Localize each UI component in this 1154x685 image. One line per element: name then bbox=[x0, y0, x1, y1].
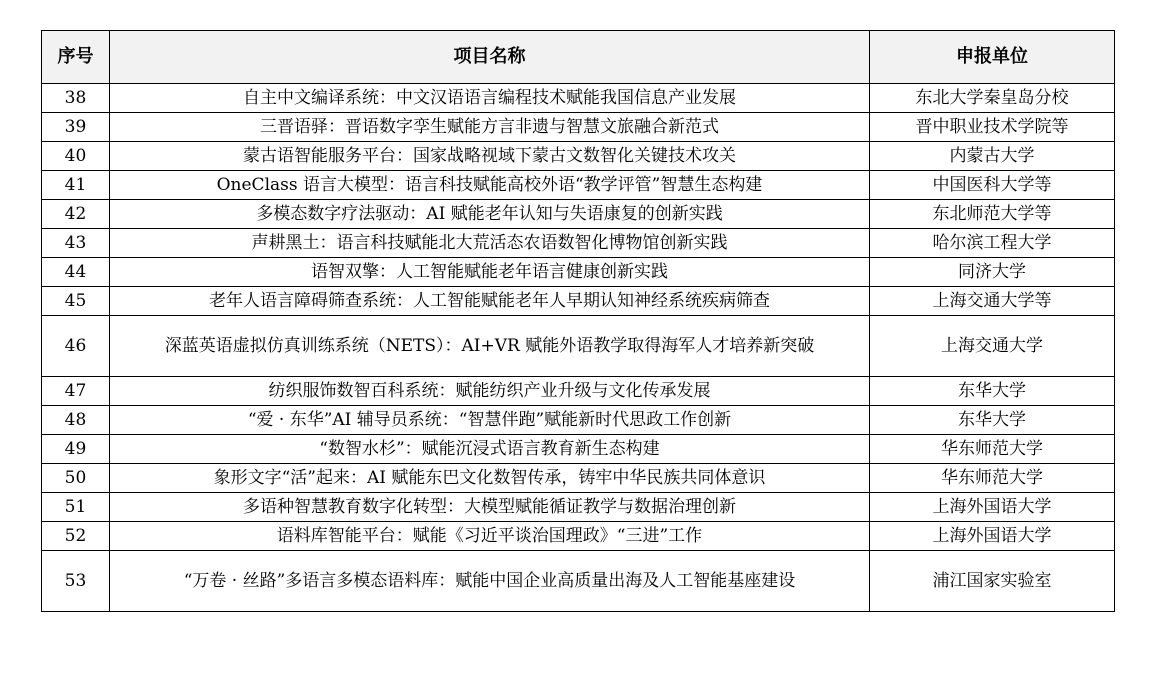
project-name: “爱 · 东华”AI 辅导员系统：“智慧伴跑”赋能新时代思政工作创新 bbox=[110, 406, 870, 435]
table-row bbox=[42, 229, 1115, 258]
serial-number: 45 bbox=[42, 287, 110, 316]
applicant-unit: 中国医科大学等 bbox=[870, 171, 1115, 200]
header-applicant-unit: 申报单位 bbox=[870, 31, 1115, 84]
serial-number: 43 bbox=[42, 229, 110, 258]
project-name: 自主中文编译系统：中文汉语语言编程技术赋能我国信息产业发展 bbox=[110, 84, 870, 113]
project-name: 深蓝英语虚拟仿真训练系统（NETS）：AI+VR 赋能外语教学取得海军人才培养新突破 bbox=[110, 316, 870, 377]
table-row bbox=[42, 406, 1115, 435]
serial-number: 47 bbox=[42, 377, 110, 406]
project-table bbox=[41, 30, 1115, 612]
project-name: 多模态数字疗法驱动：AI 赋能老年认知与失语康复的创新实践 bbox=[110, 200, 870, 229]
table-header-row bbox=[42, 31, 1115, 84]
applicant-unit: 内蒙古大学 bbox=[870, 142, 1115, 171]
project-name: 纺织服饰数智百科系统：赋能纺织产业升级与文化传承发展 bbox=[110, 377, 870, 406]
project-name: 象形文字“活”起来：AI 赋能东巴文化数智传承，铸牢中华民族共同体意识 bbox=[110, 464, 870, 493]
table-row bbox=[42, 522, 1115, 551]
table-row bbox=[42, 435, 1115, 464]
project-name: 三晋语驿：晋语数字孪生赋能方言非遗与智慧文旅融合新范式 bbox=[110, 113, 870, 142]
serial-number: 38 bbox=[42, 84, 110, 113]
serial-number: 51 bbox=[42, 493, 110, 522]
table-row bbox=[42, 171, 1115, 200]
serial-number: 41 bbox=[42, 171, 110, 200]
table-row bbox=[42, 84, 1115, 113]
table-row bbox=[42, 377, 1115, 406]
applicant-unit: 同济大学 bbox=[870, 258, 1115, 287]
serial-number: 50 bbox=[42, 464, 110, 493]
serial-number: 53 bbox=[42, 551, 110, 612]
table-row bbox=[42, 258, 1115, 287]
applicant-unit: 上海交通大学 bbox=[870, 316, 1115, 377]
applicant-unit: 东华大学 bbox=[870, 406, 1115, 435]
applicant-unit: 上海外国语大学 bbox=[870, 493, 1115, 522]
applicant-unit: 浦江国家实验室 bbox=[870, 551, 1115, 612]
project-name: 老年人语言障碍筛查系统：人工智能赋能老年人早期认知神经系统疾病筛查 bbox=[110, 287, 870, 316]
header-serial-number: 序号 bbox=[42, 31, 110, 84]
table-row bbox=[42, 464, 1115, 493]
applicant-unit: 哈尔滨工程大学 bbox=[870, 229, 1115, 258]
serial-number: 40 bbox=[42, 142, 110, 171]
table-row bbox=[42, 142, 1115, 171]
serial-number: 42 bbox=[42, 200, 110, 229]
project-name: “数智水杉”：赋能沉浸式语言教育新生态构建 bbox=[110, 435, 870, 464]
table-row bbox=[42, 316, 1115, 377]
table-row bbox=[42, 200, 1115, 229]
project-name: 多语种智慧教育数字化转型：大模型赋能循证教学与数据治理创新 bbox=[110, 493, 870, 522]
applicant-unit: 上海交通大学等 bbox=[870, 287, 1115, 316]
applicant-unit: 晋中职业技术学院等 bbox=[870, 113, 1115, 142]
serial-number: 39 bbox=[42, 113, 110, 142]
project-name: 语智双擎：人工智能赋能老年语言健康创新实践 bbox=[110, 258, 870, 287]
project-name: “万卷 · 丝路”多语言多模态语料库：赋能中国企业高质量出海及人工智能基座建设 bbox=[110, 551, 870, 612]
table-row bbox=[42, 287, 1115, 316]
header-project-name: 项目名称 bbox=[110, 31, 870, 84]
table-row bbox=[42, 493, 1115, 522]
applicant-unit: 东北师范大学等 bbox=[870, 200, 1115, 229]
table-row bbox=[42, 113, 1115, 142]
table-row bbox=[42, 551, 1115, 612]
applicant-unit: 华东师范大学 bbox=[870, 464, 1115, 493]
serial-number: 46 bbox=[42, 316, 110, 377]
applicant-unit: 东华大学 bbox=[870, 377, 1115, 406]
project-name: 声耕黑土：语言科技赋能北大荒活态农语数智化博物馆创新实践 bbox=[110, 229, 870, 258]
project-name: 语料库智能平台：赋能《习近平谈治国理政》“三进”工作 bbox=[110, 522, 870, 551]
serial-number: 48 bbox=[42, 406, 110, 435]
applicant-unit: 上海外国语大学 bbox=[870, 522, 1115, 551]
applicant-unit: 东北大学秦皇岛分校 bbox=[870, 84, 1115, 113]
project-name: 蒙古语智能服务平台：国家战略视域下蒙古文数智化关键技术攻关 bbox=[110, 142, 870, 171]
serial-number: 49 bbox=[42, 435, 110, 464]
applicant-unit: 华东师范大学 bbox=[870, 435, 1115, 464]
project-name: OneClass 语言大模型：语言科技赋能高校外语“教学评管”智慧生态构建 bbox=[110, 171, 870, 200]
serial-number: 44 bbox=[42, 258, 110, 287]
serial-number: 52 bbox=[42, 522, 110, 551]
